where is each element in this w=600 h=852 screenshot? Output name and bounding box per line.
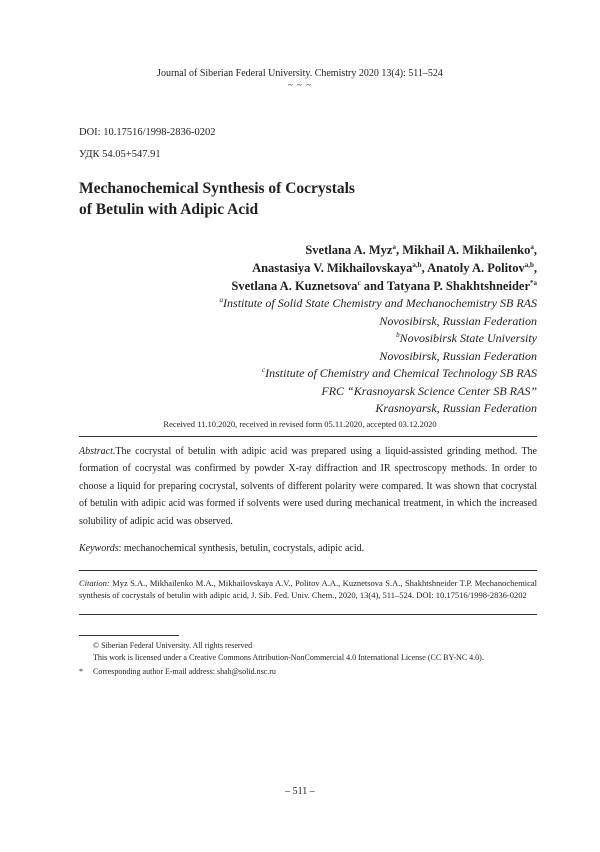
abstract-label: Abstract.	[79, 446, 116, 457]
footnote-asterisk: *	[79, 667, 83, 676]
citation	[79, 578, 537, 601]
affiliation-sup: a	[219, 296, 224, 304]
keywords	[79, 543, 537, 554]
author-affil-sup: *a	[530, 278, 537, 287]
author-line-1	[231, 241, 537, 259]
affiliation-sup: c	[262, 366, 266, 374]
affiliation-location: Novosibirsk, Russian Federation	[379, 313, 537, 328]
author-separator: ,	[533, 261, 537, 275]
abstract-text: The cocrystal of betulin with adipic acid was prepared using a liquid-assisted grinding method. The formation of cocrystal was confirmed by powder X-ray diffraction and IR spectroscopy methods. In order to choose a liquid for preparing cocrystal, solvents of different polarity were compared. It was shown that cocrystal of betulin with adipic acid was formed if solvents were used during mechanical treatment, in which the increased solubility of adipic acid was observed.	[79, 446, 537, 527]
keywords-label: Keywords	[79, 543, 119, 554]
affiliation-center: FRC “Krasnoyarsk Science Center SB RAS”	[321, 383, 537, 398]
affiliation-institution: Institute of Chemistry and Chemical Technology SB RAS	[265, 366, 537, 380]
author-name: Anastasiya V. Mikhailovskaya	[252, 261, 413, 275]
citation-label: Citation:	[79, 578, 110, 588]
license-notice: This work is licensed under a Creative Commons Attribution-NonCommercial 4.0 International License (CC BY-NC 4.0).	[93, 653, 484, 662]
doi: DOI: 10.17516/1998-2836-0202	[79, 127, 216, 138]
received-dates: Received 11.10.2020, received in revised form 05.11.2020, accepted 03.12.2020	[163, 419, 437, 429]
affiliation-c	[220, 365, 537, 383]
author-list	[231, 241, 537, 295]
abstract	[79, 443, 537, 530]
affiliation-location: Novosibirsk, Russian Federation	[379, 348, 537, 363]
author-name: Svetlana A. Kuznetsova	[231, 279, 358, 293]
citation-bottom-rule	[79, 614, 537, 615]
author-name: Tatyana P. Shakhtshneider	[386, 279, 530, 293]
citation-top-rule	[79, 570, 537, 571]
author-separator: and	[360, 279, 387, 293]
author-affil-sup: a,b	[412, 260, 422, 269]
author-affil-sup: c	[357, 278, 361, 287]
affiliation-b	[220, 330, 537, 348]
affiliation-sup: b	[396, 331, 400, 339]
affiliation-institution: Institute of Solid State Chemistry and Mechanochemistry SB RAS	[223, 296, 537, 310]
page-number: – 511 –	[285, 786, 315, 797]
author-affil-sup: a,b	[524, 260, 534, 269]
author-separator: ,	[533, 243, 537, 257]
title-line-1: Mechanochemical Synthesis of Cocrystals	[79, 180, 355, 197]
affiliation-a	[220, 295, 537, 313]
corresponding-author: Corresponding author E-mail address: shah@solid.nsc.ru	[93, 667, 276, 676]
journal-header: Journal of Siberian Federal University. Chemistry 2020 13(4): 511–524	[157, 68, 443, 79]
header-ornament: ~ ~ ~	[287, 80, 313, 90]
author-line-2	[231, 259, 537, 277]
copyright-notice: © Siberian Federal University. All rights reserved	[93, 641, 253, 650]
author-affil-sup: a	[530, 242, 534, 251]
affiliation-list	[220, 295, 537, 418]
affiliation-institution: Novosibirsk State University	[399, 331, 537, 345]
footnote-rule	[79, 635, 179, 636]
author-affil-sup: a	[392, 242, 396, 251]
author-name: Anatoly A. Politov	[427, 261, 525, 275]
affiliation-location: Krasnoyarsk, Russian Federation	[375, 401, 537, 415]
keywords-text: : mechanochemical synthesis, betulin, cocrystals, adipic acid.	[118, 543, 365, 554]
title-line-2: of Betulin with Adipic Acid	[79, 201, 259, 218]
author-separator: ,	[395, 243, 403, 257]
author-separator: ,	[421, 261, 428, 275]
citation-text: Myz S.A., Mikhailenko M.A., Mikhailovskaya A.V., Politov A.A., Kuznetsova S.A., Shakhtshneider T.P. Mechanochemical synthesis of cocrystals of betulin with adipic acid, J. Sib. Fed. Univ. Chem., 2020, 13(4), 511–524. DOI: 10.17516/1998-2836-0202	[79, 578, 537, 600]
udk-code: УДК 54.05+547.91	[79, 149, 161, 160]
author-name: Svetlana A. Myz	[305, 243, 393, 257]
author-name: Mikhail A. Mikhailenko	[402, 243, 531, 257]
author-line-3	[231, 277, 537, 295]
article-title	[79, 178, 355, 220]
abstract-top-rule	[79, 436, 537, 437]
